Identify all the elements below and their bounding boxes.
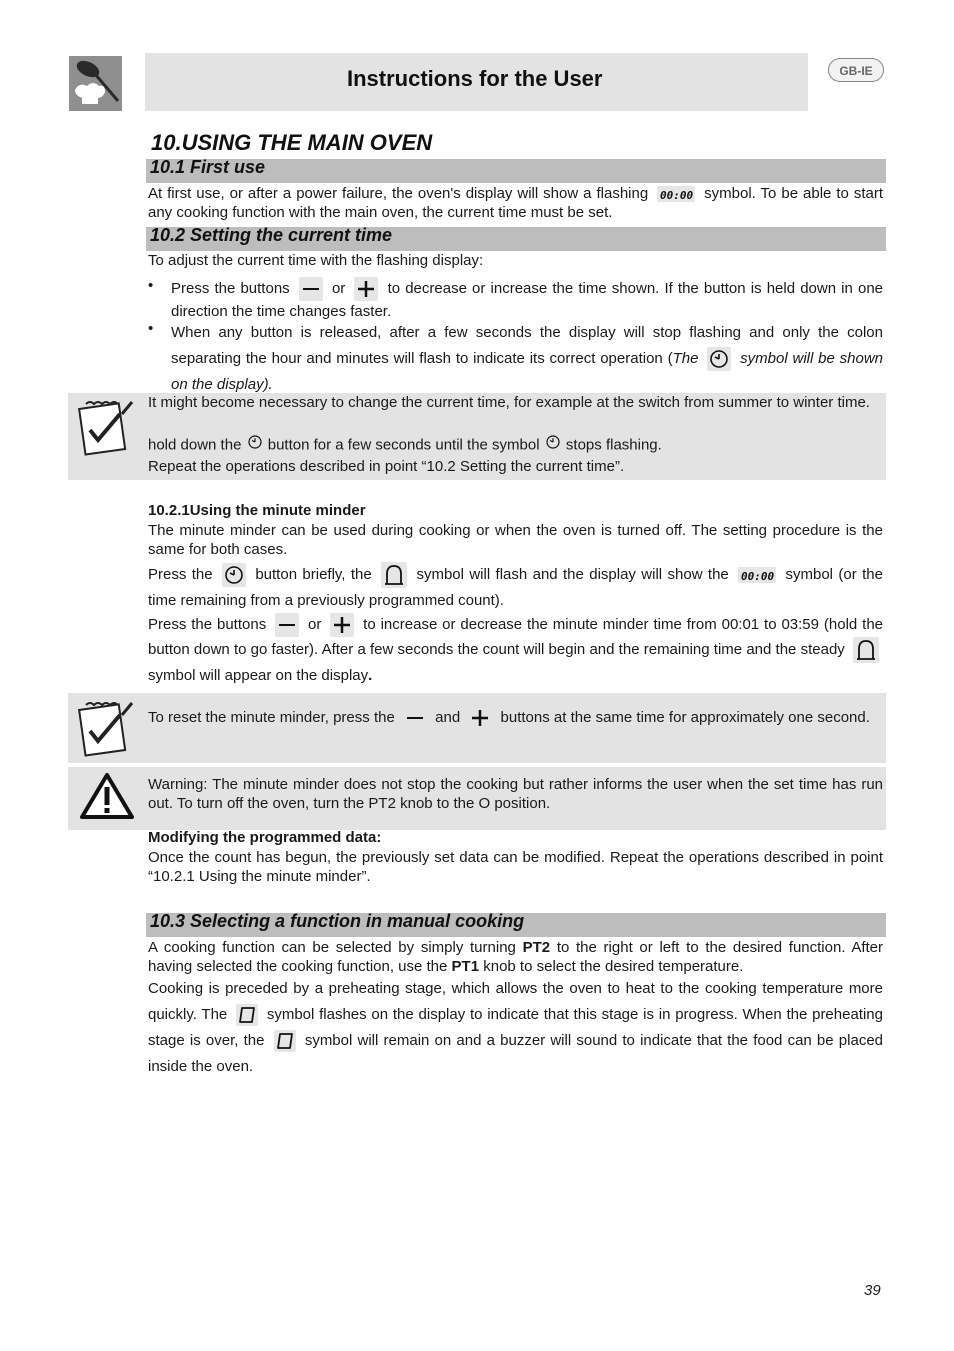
language-badge: GB-IE <box>828 58 884 82</box>
plus-icon <box>468 706 492 730</box>
bullet1-text-a: Press the buttons <box>171 279 290 297</box>
bullet1-text-b: to decrease or increase the time shown. If the button is held down in one direction the time changes faster. <box>171 279 884 320</box>
spoon-chef-hat-icon <box>69 56 122 111</box>
mm-p2-b: button briefly, the <box>255 566 372 583</box>
note2-text-b: buttons at the same time for approximately one second. <box>500 709 870 726</box>
bullet2-text-a: When any button is released, after a few seconds the display will stop flashing and only the colon separating the hour and minutes will flash to indicate its correct operation ( <box>171 324 883 367</box>
warning-triangle-icon <box>79 771 135 825</box>
note1-text-c: stops flashing. <box>565 436 662 454</box>
mc-p1-c: knob to select the desired temperature. <box>483 958 744 975</box>
mm-p3-b: to increase or decrease the minute minder time from 00:01 to 03:59 (hold the button down to go faster). After a few seconds the count will begin and the remaining time and the steady <box>148 616 883 659</box>
minute-minder-p3 <box>148 612 883 688</box>
subsection-heading-10-2-1: 10.2.1Using the minute minder <box>148 502 366 519</box>
first-use-paragraph <box>148 184 883 222</box>
page-number: 39 <box>864 1282 881 1299</box>
manual-cooking-p1 <box>148 938 883 976</box>
mm-p2-c: symbol will flash and the display will show the <box>416 566 729 583</box>
note2-text <box>148 706 883 730</box>
note2-text-a: To reset the minute minder, press the <box>148 709 395 726</box>
bell-icon <box>381 562 407 588</box>
note-pad-icon <box>76 699 136 761</box>
bullet2-the: The <box>672 350 699 367</box>
section-heading-10-2: 10.2 Setting the current time <box>150 225 393 245</box>
preheat-icon <box>236 1004 258 1026</box>
clock-icon <box>246 433 264 458</box>
note1-line2 <box>148 433 883 458</box>
mm-p2-a: Press the <box>148 566 213 583</box>
knob-pt2-label: PT2 <box>522 939 551 956</box>
mm-p3-or: or <box>308 616 322 633</box>
note1-line1: It might become necessary to change the current time, for example at the switch from summer to winter time. <box>148 394 870 411</box>
mm-p3-c: symbol will appear on the display <box>148 667 369 685</box>
knob-pt1-label: PT1 <box>451 958 480 975</box>
clock-icon <box>222 563 246 587</box>
mc-p1-b: to the right or left to the desired function. After having selected the cooking function, use the <box>148 939 884 975</box>
preheat-icon <box>274 1030 296 1052</box>
bell-icon <box>853 637 879 663</box>
clock-icon <box>707 347 731 371</box>
section-heading-10-3: 10.3 Selecting a function in manual cooking <box>150 911 525 931</box>
minute-minder-p2 <box>148 562 883 613</box>
note1-text-b: button for a few seconds until the symbol <box>267 436 540 454</box>
note2-and: and <box>435 709 461 726</box>
setting-time-intro: To adjust the current time with the flashing display: <box>148 252 484 269</box>
modifying-heading: Modifying the programmed data: <box>148 829 382 846</box>
first-use-text-b: symbol. To be able to start any cooking function with the main oven, the current time must be set. <box>148 185 884 221</box>
note1-text-a: hold down the <box>148 436 242 454</box>
clock-icon <box>544 433 562 458</box>
brand-logo <box>69 56 122 111</box>
header-title: Instructions for the User <box>347 66 603 91</box>
plus-icon <box>354 277 378 301</box>
bullet-marker: • <box>148 277 154 294</box>
warning-text: Warning: The minute minder does not stop the cooking but rather informs the user when the set time has run out. To turn off the oven, turn the PT2 knob to the O position. <box>148 776 883 812</box>
mm-p3-a: Press the buttons <box>148 616 267 633</box>
mm-p2-d: symbol (or the time remaining from a previously programmed count). <box>148 566 883 610</box>
note-pad-icon <box>76 398 136 460</box>
display-digits-text: 00:00 <box>741 570 775 584</box>
bullet-item-2 <box>148 320 884 393</box>
plus-icon <box>330 613 354 637</box>
note1-line3: Repeat the operations described in point “10.2 Setting the current time”. <box>148 458 625 475</box>
mc-p2-a: Cooking is preceded by a preheating stage, which allows the oven to heat to the cooking temperature more quickly. The <box>148 980 883 1023</box>
display-digits-icon <box>657 186 695 202</box>
display-digits-icon <box>738 567 776 583</box>
bullet-marker: • <box>148 320 154 337</box>
display-digits-text: 00:00 <box>660 189 694 203</box>
manual-cooking-p2 <box>148 976 883 1080</box>
modifying-text: Once the count has begun, the previously set data can be modified. Repeat the operations described in point “10.2.1 Using the minute minder”. <box>148 849 883 885</box>
minute-minder-p1: The minute minder can be used during cooking or when the oven is turned off. The setting procedure is the same for both cases. <box>148 522 883 558</box>
mc-p2-c: symbol will remain on and a buzzer will sound to indicate that the food can be placed inside the oven. <box>148 1032 883 1075</box>
mc-p2-b: symbol flashes on the display to indicate that this stage is in progress. When the preheating stage is over, the <box>148 1006 883 1049</box>
first-use-text-a: At first use, or after a power failure, the oven's display will show a flashing <box>148 185 649 202</box>
minus-icon <box>299 277 323 301</box>
page-title: 10.USING THE MAIN OVEN <box>151 130 433 155</box>
minus-icon <box>275 613 299 637</box>
mc-p1-a: A cooking function can be selected by simply turning <box>148 939 516 956</box>
bullet-item-1 <box>148 277 883 319</box>
bullet1-or: or <box>331 279 346 297</box>
bullet2-text-b: symbol will be shown on the display). <box>171 350 884 393</box>
minus-icon <box>403 706 427 730</box>
section-heading-10-1: 10.1 First use <box>150 157 266 177</box>
mm-p3-dot: . <box>368 667 373 685</box>
